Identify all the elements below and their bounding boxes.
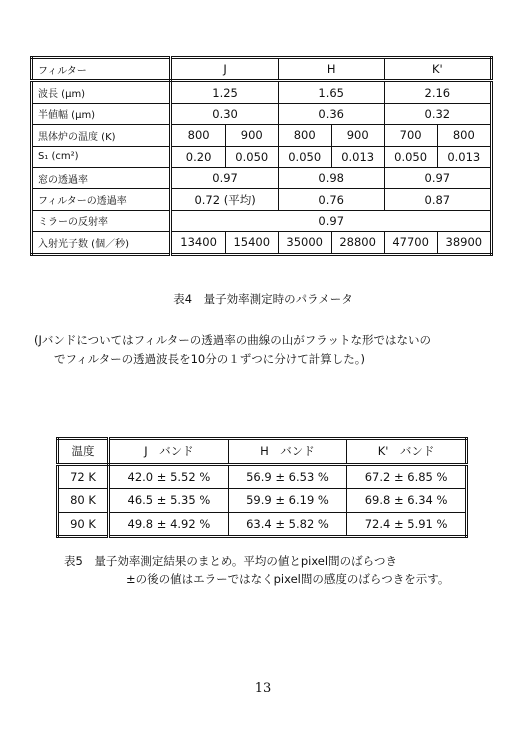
row-label: 半値幅 (μm) [32, 103, 171, 124]
header-cell: K' バンド [347, 439, 467, 465]
page-number: 13 [254, 681, 272, 696]
table-row [58, 489, 467, 513]
table-row [32, 167, 492, 188]
table-cell: 0.72 (平均) [171, 189, 278, 210]
table-cell: 0.97 [171, 210, 492, 231]
table-cell: 13400 [171, 232, 225, 254]
table-cell: 0.20 [171, 146, 225, 167]
table-cell: 0.36 [278, 103, 384, 124]
caption-line: ±の後の値はエラーではなくpixel間の感度のばらつきを示す。 [126, 572, 450, 586]
table-cell: 0.97 [171, 167, 278, 188]
table-row [32, 232, 492, 254]
parameter-table [30, 56, 493, 256]
table-cell: 38900 [437, 232, 491, 254]
table-cell: 0.050 [384, 146, 437, 167]
table-cell: 0.30 [171, 103, 278, 124]
table-row [32, 146, 492, 167]
table-cell: 28800 [331, 232, 384, 254]
header-cell: H [278, 58, 384, 81]
table-cell: 800 [437, 125, 491, 146]
table-cell: 47700 [384, 232, 437, 254]
table-cell: 0.32 [384, 103, 491, 124]
table-cell: 800 [171, 125, 225, 146]
row-label: ミラーの反射率 [32, 210, 171, 231]
header-cell: K' [384, 58, 491, 81]
table-cell: 67.2 ± 6.85 % [347, 464, 467, 489]
header-cell: 温度 [58, 439, 109, 465]
table-cell: 72.4 ± 5.91 % [347, 512, 467, 537]
table-row [32, 81, 492, 103]
table-cell: 15400 [225, 232, 278, 254]
table-cell: 0.87 [384, 189, 491, 210]
caption-line: 表5 量子効率測定結果のまとめ。平均の値とpixel間のばらつき [64, 554, 397, 568]
table5-caption [64, 552, 514, 588]
table-row [32, 125, 492, 146]
table4-caption: 表4 量子効率測定時のパラメータ [173, 292, 353, 306]
table-row [58, 464, 467, 489]
note-line: でフィルターの透過波長を10分の１ずつに分けて計算した。) [54, 352, 365, 366]
calculation-note [34, 331, 514, 369]
table-cell: 0.013 [437, 146, 491, 167]
temp-cell: 90 K [58, 512, 109, 537]
table-cell: 0.76 [278, 189, 384, 210]
row-label: フィルター [32, 58, 171, 81]
table-cell: 2.16 [384, 81, 491, 103]
row-label: 窓の透過率 [32, 167, 171, 188]
row-label: 入射光子数 (個／秒) [32, 232, 171, 254]
table-cell: 46.5 ± 5.35 % [109, 489, 229, 513]
table-row [58, 439, 467, 465]
temp-cell: 80 K [58, 489, 109, 513]
table-cell: 59.9 ± 6.19 % [228, 489, 346, 513]
table-cell: 800 [278, 125, 331, 146]
header-cell: J [171, 58, 278, 81]
table-cell: 56.9 ± 6.53 % [228, 464, 346, 489]
table-cell: 900 [225, 125, 278, 146]
table-cell: 35000 [278, 232, 331, 254]
header-cell: H バンド [228, 439, 346, 465]
table-cell: 1.65 [278, 81, 384, 103]
table-cell: 63.4 ± 5.82 % [228, 512, 346, 537]
table-cell: 0.013 [331, 146, 384, 167]
note-line: (Jバンドについてはフィルターの透過率の曲線の山がフラットな形ではないの [34, 333, 432, 347]
row-label: S₁ (cm²) [32, 146, 171, 167]
header-cell: J バンド [109, 439, 229, 465]
table-row [32, 58, 492, 81]
efficiency-results-table [56, 437, 468, 538]
row-label: フィルターの透過率 [32, 189, 171, 210]
table-cell: 700 [384, 125, 437, 146]
table-cell: 0.97 [384, 167, 491, 188]
table-row [32, 189, 492, 210]
table-cell: 900 [331, 125, 384, 146]
table-cell: 49.8 ± 4.92 % [109, 512, 229, 537]
table-cell: 0.050 [278, 146, 331, 167]
table-row [58, 512, 467, 537]
table-cell: 0.98 [278, 167, 384, 188]
table-row [32, 210, 492, 231]
row-label: 波長 (μm) [32, 81, 171, 103]
temp-cell: 72 K [58, 464, 109, 489]
table-cell: 42.0 ± 5.52 % [109, 464, 229, 489]
table-cell: 69.8 ± 6.34 % [347, 489, 467, 513]
table-row [32, 103, 492, 124]
table-cell: 0.050 [225, 146, 278, 167]
row-label: 黒体炉の温度 (K) [32, 125, 171, 146]
table-cell: 1.25 [171, 81, 278, 103]
